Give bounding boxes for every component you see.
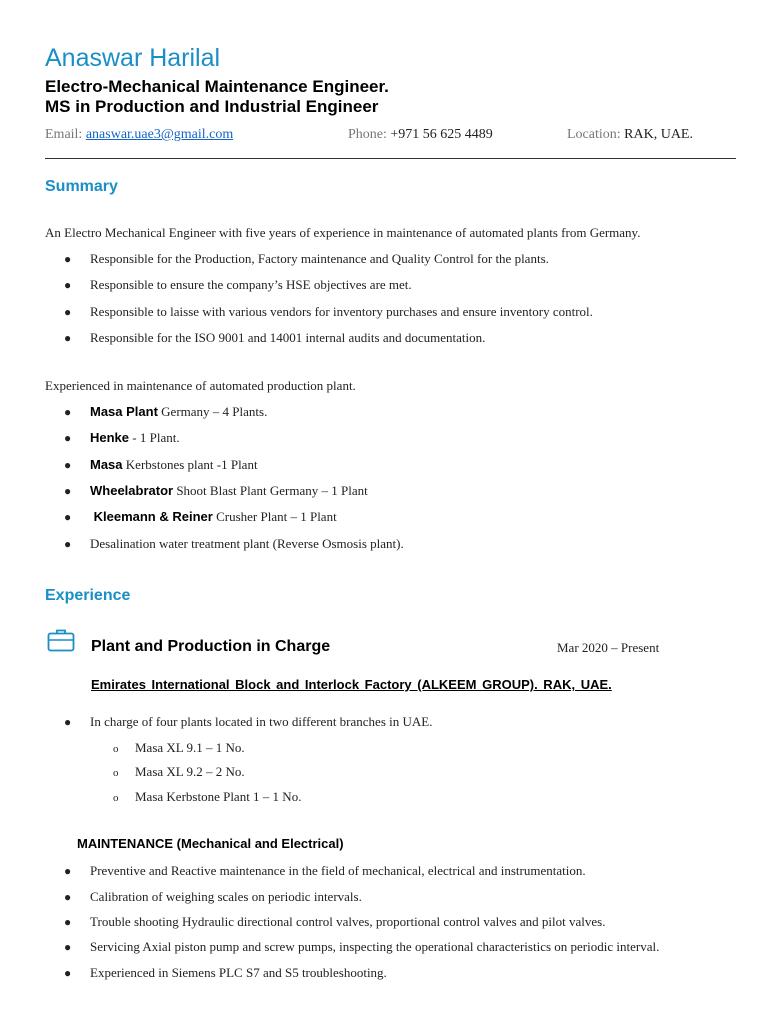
headline-title: Electro-Mechanical Maintenance Engineer. — [45, 77, 389, 96]
location-row — [567, 127, 693, 143]
bullet-dot: ● — [64, 537, 72, 551]
location-label: Location: — [567, 127, 621, 142]
bullet-dot: ● — [64, 252, 72, 266]
location-value: RAK, UAE. — [624, 127, 693, 142]
plant-item: ● Henke - 1 Plant. — [64, 430, 180, 445]
circle-o-icon: o — [113, 743, 119, 755]
list-item: ● Experienced in Siemens PLC S7 and S5 troubleshooting. — [64, 965, 387, 980]
summary-intro: An Electro Mechanical Engineer with five years of experience in maintenance of automated plants from Germany. — [45, 225, 641, 240]
plant-item: ● Masa Kerbstones plant -1 Plant — [64, 457, 258, 472]
plants-intro: Experienced in maintenance of automated production plant. — [45, 378, 356, 393]
bullet-dot: ● — [64, 510, 72, 524]
sub-list-item: o Masa XL 9.1 – 1 No. — [113, 740, 245, 755]
list-item: ● Responsible to ensure the company’s HSE objectives are met. — [64, 277, 412, 292]
maintenance-heading: MAINTENANCE (Mechanical and Electrical) — [77, 836, 344, 851]
bullet-dot: ● — [64, 484, 72, 498]
email-link[interactable]: anaswar.uae3@gmail.com — [85, 127, 234, 142]
list-item: ● Preventive and Reactive maintenance in the field of mechanical, electrical and instrumentation. — [64, 863, 586, 878]
experience-heading: Experience — [45, 587, 131, 604]
list-item: ● Responsible for the ISO 9001 and 14001 internal audits and documentation. — [64, 330, 486, 345]
bullet-dot: ● — [64, 331, 72, 345]
list-item: ● Servicing Axial piston pump and screw pumps, inspecting the operational characteristics on periodic interval. — [64, 939, 660, 954]
job-title: Plant and Production in Charge — [91, 638, 331, 655]
headline-degree: MS in Production and Industrial Engineer — [45, 97, 379, 116]
bullet-dot: ● — [64, 715, 72, 729]
bullet-dot: ● — [64, 431, 72, 445]
bullet-dot: ● — [64, 278, 72, 292]
bullet-dot: ● — [64, 305, 72, 319]
briefcase-icon — [47, 628, 75, 657]
phone-label: Phone: — [348, 127, 387, 142]
bullet-dot: ● — [64, 405, 72, 419]
bullet-dot: ● — [64, 915, 72, 929]
bullet-dot: ● — [64, 864, 72, 878]
employer-name: Emirates International Block and Interlock Factory (ALKEEM GROUP). RAK, UAE. — [91, 677, 612, 692]
candidate-name: Anaswar Harilal — [45, 44, 221, 72]
sub-list-item: o Masa Kerbstone Plant 1 – 1 No. — [113, 789, 302, 804]
phone-value: +971 56 625 4489 — [390, 127, 493, 142]
list-item: ● Calibration of weighing scales on periodic intervals. — [64, 889, 362, 904]
list-item: ● Responsible to laisse with various vendors for inventory purchases and ensure inventory control. — [64, 304, 593, 319]
bullet-dot: ● — [64, 890, 72, 904]
header-divider — [45, 158, 736, 159]
bullet-dot: ● — [64, 966, 72, 980]
plant-item: ● Wheelabrator Shoot Blast Plant Germany – 1 Plant — [64, 483, 368, 498]
plant-item: ● Masa Plant Germany – 4 Plants. — [64, 404, 268, 419]
circle-o-icon: o — [113, 792, 119, 804]
sub-list-item: o Masa XL 9.2 – 2 No. — [113, 764, 245, 779]
summary-heading: Summary — [45, 178, 118, 195]
email-row — [45, 127, 233, 143]
email-label: Email: — [45, 127, 83, 142]
bullet-dot: ● — [64, 458, 72, 472]
phone-row — [348, 127, 493, 143]
job-dates: Mar 2020 – Present — [557, 640, 660, 655]
list-item: ● Trouble shooting Hydraulic directional control valves, proportional control valves and pilot valves. — [64, 914, 606, 929]
plant-item: ● Desalination water treatment plant (Reverse Osmosis plant). — [64, 536, 404, 551]
list-item: ● In charge of four plants located in two different branches in UAE. — [64, 714, 433, 729]
bullet-dot: ● — [64, 940, 72, 954]
list-item: ● Responsible for the Production, Factory maintenance and Quality Control for the plants. — [64, 251, 549, 266]
circle-o-icon: o — [113, 767, 119, 779]
plant-item: ● Kleemann & Reiner Crusher Plant – 1 Plant — [64, 509, 337, 524]
